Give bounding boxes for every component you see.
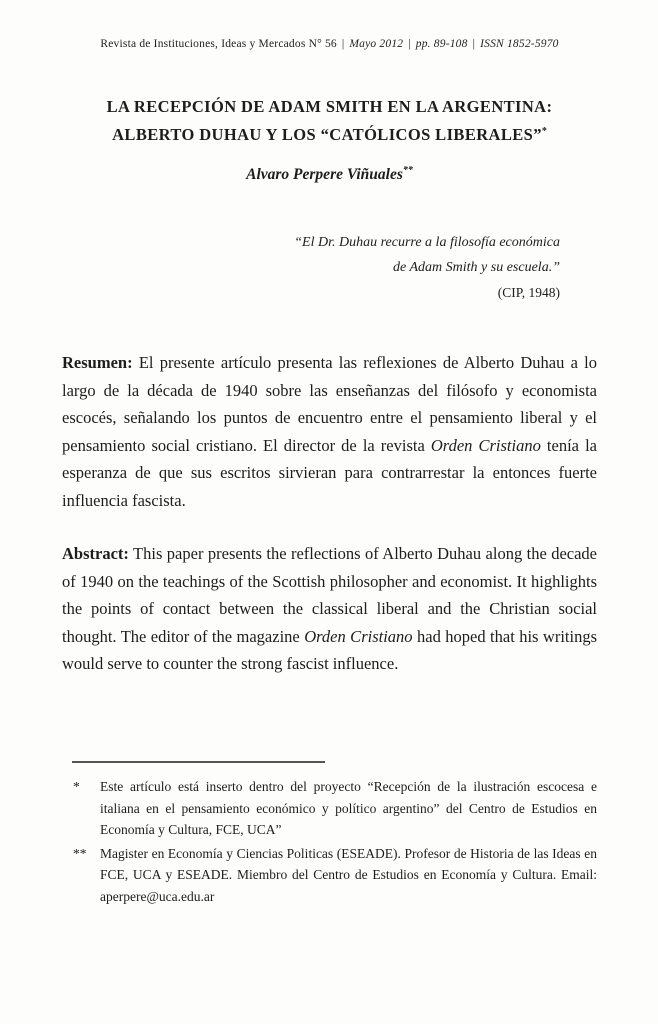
footnote-divider xyxy=(72,761,325,763)
issn-number: ISSN 1852-5970 xyxy=(480,38,559,50)
footnotes-section xyxy=(62,761,597,907)
abstract-journal-name-italic: Orden Cristiano xyxy=(304,626,413,646)
header-separator: | xyxy=(341,38,345,50)
issue-date: Mayo 2012 xyxy=(349,38,404,50)
resumen-journal-name-italic: Orden Cristiano xyxy=(430,435,541,455)
abstract-text-before: This paper presents the reflections of Alberto Duhau along the decade of 1940 on the teachings of the Scottish philosopher and economist. It highlights the points of contact between the classical liberal and the Christian social thought. The editor of the magazine xyxy=(62,544,597,646)
article-title-line-2-text: ALBERTO DUHAU Y LOS “CATÓLICOS LIBERALES” xyxy=(112,125,542,144)
footnote-text: Magister en Economía y Ciencias Politicas (ESEADE). Profesor de Historia de las Ideas en FCE, UCA y ESEADE. Miembro del Centro de Estudios en Economía y Cultura. Email: aperpere@uca.edu.ar xyxy=(100,845,597,904)
article-title-line-2 xyxy=(62,121,597,149)
author-line xyxy=(62,166,597,184)
epigraph xyxy=(62,230,560,305)
title-footnote-marker: * xyxy=(541,126,547,137)
article-title xyxy=(62,93,597,149)
journal-header xyxy=(62,38,597,50)
resumen-paragraph xyxy=(62,349,597,514)
epigraph-line-1: “El Dr. Duhau recurre a la filosofía económica xyxy=(294,235,560,250)
author-name: Alvaro Perpere Viñuales xyxy=(246,166,403,183)
author-footnote-marker: ** xyxy=(402,165,413,176)
journal-name: Revista de Instituciones, Ideas y Mercados N° 56 xyxy=(100,38,337,50)
footnote-text: Este artículo está inserto dentro del proyecto “Recepción de la ilustración escocesa e italiana en el pensamiento económico y político argentino” del Centro de Estudios en Economía y Cultura, FCE, UCA” xyxy=(100,779,597,837)
header-separator: | xyxy=(408,38,411,50)
footnote-item xyxy=(62,776,597,841)
footnote-marker: ** xyxy=(73,845,87,861)
footnote-marker: * xyxy=(73,779,80,794)
abstract-label: Abstract: xyxy=(62,544,129,563)
page-range: pp. 89-108 xyxy=(415,38,468,50)
resumen-text-after: tenía la esperanza de que sus escritos sirvieran para contrarrestar la entonces fuerte influencia fascista. xyxy=(62,435,597,510)
resumen-text-before: El presente artículo presenta las reflexiones de Alberto Duhau a lo largo de la década de 1940 sobre las enseñanzas del filósofo y economista escocés, señalando los puntos de encuentro entre el pensamiento liberal y el pensamiento social cristiano. El director de la revista xyxy=(62,353,597,455)
abstract-paragraph xyxy=(62,540,597,678)
header-separator: | xyxy=(472,38,476,50)
resumen-label: Resumen: xyxy=(62,353,133,372)
footnote-item xyxy=(62,843,597,908)
abstract-text-after: had hoped that his writings would serve to counter the strong fascist influence. xyxy=(62,626,598,673)
epigraph-attribution: (CIP, 1948) xyxy=(497,285,560,300)
article-title-line-1: LA RECEPCIÓN DE ADAM SMITH EN LA ARGENTINA: xyxy=(106,97,553,116)
epigraph-line-2: de Adam Smith y su escuela.” xyxy=(393,260,560,275)
